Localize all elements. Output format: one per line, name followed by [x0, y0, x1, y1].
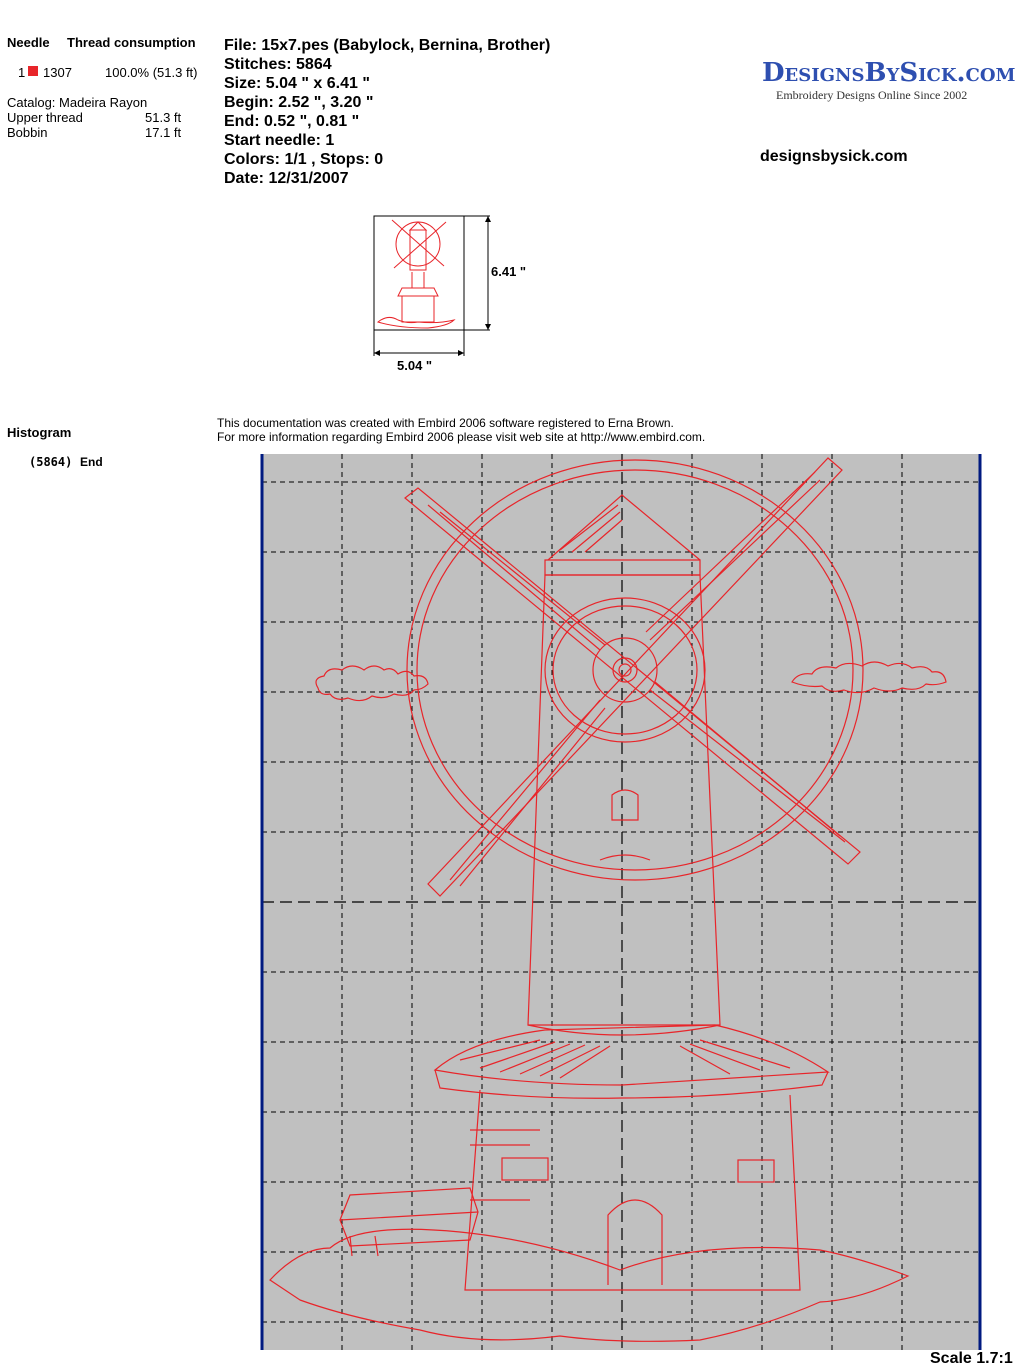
start-needle: Start needle: 1 [224, 132, 335, 149]
height-label: 6.41 " [491, 264, 527, 279]
file-name: File: 15x7.pes (Babylock, Bernina, Brother) [224, 37, 551, 54]
software-notice [217, 416, 705, 444]
thread-usage: 100.0% (51.3 ft) [105, 65, 198, 80]
thread-color-swatch [28, 66, 38, 76]
file-info [224, 36, 550, 188]
bobbin-label: Bobbin [7, 125, 48, 140]
begin-position: Begin: 2.52 ", 3.20 " [224, 94, 374, 111]
scale-label: Scale 1.7:1 [930, 1350, 1013, 1367]
design-canvas [255, 450, 990, 1350]
upper-thread-label: Upper thread [7, 110, 83, 125]
needle-header: Needle [7, 35, 50, 50]
histogram-entry-count: (5864) [29, 455, 73, 469]
site-url: designsbysick.com [760, 148, 908, 165]
thread-consumption-header: Thread consumption [67, 35, 196, 50]
logo-tagline: Embroidery Designs Online Since 2002 [776, 88, 968, 102]
width-label: 5.04 " [397, 358, 433, 373]
thread-code: 1307 [43, 65, 72, 80]
bobbin-value: 17.1 ft [145, 125, 182, 140]
end-position: End: 0.52 ", 0.81 " [224, 113, 360, 130]
thumbnail-preview [368, 210, 543, 380]
notice-line-2: For more information regarding Embird 2006 please visit web site at http://www.embird.com. [217, 430, 706, 444]
hoop-area [262, 454, 980, 1350]
histogram-entry-label: End [80, 455, 103, 469]
notice-line-1: This documentation was created with Embird 2006 software registered to Erna Brown. [217, 416, 674, 430]
design-date: Date: 12/31/2007 [224, 170, 349, 187]
thumbnail-frame [374, 216, 464, 330]
stitch-count: Stitches: 5864 [224, 56, 332, 73]
colors-stops: Colors: 1/1 , Stops: 0 [224, 151, 384, 168]
site-logo: DesignsBySick.com [762, 58, 1016, 88]
catalog-label: Catalog: Madeira Rayon [7, 95, 148, 110]
upper-thread-value: 51.3 ft [145, 110, 182, 125]
design-size: Size: 5.04 " x 6.41 " [224, 75, 370, 92]
histogram-title: Histogram [7, 425, 72, 440]
needle-number: 1 [18, 65, 26, 80]
